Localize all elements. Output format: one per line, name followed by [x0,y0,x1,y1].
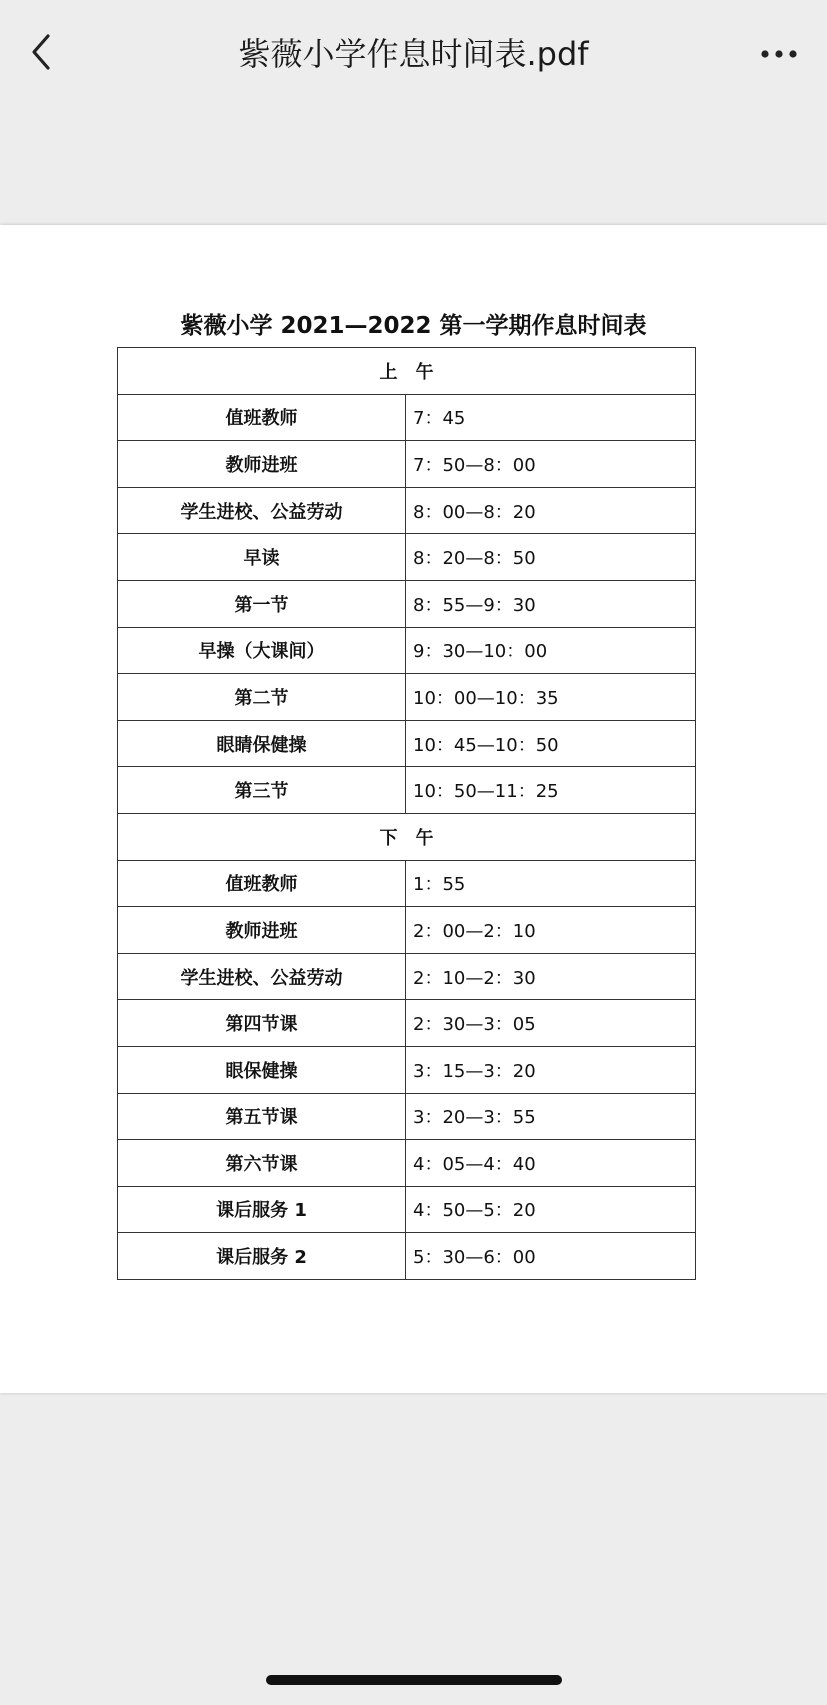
activity-name: 值班教师 [118,860,406,907]
table-row [118,953,696,1000]
activity-name: 眼保健操 [118,1046,406,1093]
activity-time: 4：05—4：40 [406,1140,696,1187]
morning-section-header: 上午 [118,348,696,395]
table-row [118,1233,696,1280]
activity-name: 早操（大课间） [118,627,406,674]
activity-time: 3：15—3：20 [406,1046,696,1093]
activity-name: 第四节课 [118,1000,406,1047]
activity-name: 教师进班 [118,441,406,488]
activity-time: 8：00—8：20 [406,487,696,534]
activity-time: 4：50—5：20 [406,1186,696,1233]
document-file-name: 紫薇小学作息时间表.pdf [238,35,589,73]
schedule-title: 紫薇小学 2021—2022 第一学期作息时间表 [180,313,647,339]
table-row [118,720,696,767]
activity-time: 10：50—11：25 [406,767,696,814]
table-row [118,907,696,954]
table-row [118,1186,696,1233]
activity-name: 第一节 [118,580,406,627]
activity-name: 课后服务 1 [118,1186,406,1233]
table-row [118,767,696,814]
schedule-table [117,347,696,1280]
table-row [118,1046,696,1093]
activity-name: 课后服务 2 [118,1233,406,1280]
afternoon-section-header: 下午 [118,813,696,860]
table-row [118,441,696,488]
activity-time: 8：55—9：30 [406,580,696,627]
table-row [118,1000,696,1047]
activity-time: 2：10—2：30 [406,953,696,1000]
activity-time: 9：30—10：00 [406,627,696,674]
table-row [118,487,696,534]
activity-time: 3：20—3：55 [406,1093,696,1140]
activity-time: 5：30—6：00 [406,1233,696,1280]
activity-name: 第五节课 [118,1093,406,1140]
activity-time: 7：45 [406,394,696,441]
activity-time: 10：45—10：50 [406,720,696,767]
activity-name: 第六节课 [118,1140,406,1187]
table-row [118,580,696,627]
nav-bar [0,0,827,110]
pdf-page[interactable] [0,225,827,1393]
morning-section-row [118,348,696,395]
chevron-left-icon [22,28,62,76]
activity-time: 8：20—8：50 [406,534,696,581]
activity-time: 1：55 [406,860,696,907]
table-row [118,534,696,581]
activity-name: 学生进校、公益劳动 [118,487,406,534]
more-horizontal-icon [755,36,803,72]
table-row [118,627,696,674]
table-row [118,394,696,441]
activity-time: 2：30—3：05 [406,1000,696,1047]
more-options-button[interactable] [755,36,803,72]
activity-name: 学生进校、公益劳动 [118,953,406,1000]
activity-name: 教师进班 [118,907,406,954]
activity-time: 2：00—2：10 [406,907,696,954]
activity-name: 值班教师 [118,394,406,441]
back-button[interactable] [22,28,62,76]
afternoon-section-row [118,813,696,860]
activity-name: 第三节 [118,767,406,814]
activity-name: 第二节 [118,674,406,721]
activity-time: 7：50—8：00 [406,441,696,488]
table-row [118,860,696,907]
home-indicator[interactable] [266,1675,562,1685]
activity-name: 早读 [118,534,406,581]
activity-name: 眼睛保健操 [118,720,406,767]
table-row [118,1140,696,1187]
table-row [118,1093,696,1140]
table-row [118,674,696,721]
activity-time: 10：00—10：35 [406,674,696,721]
